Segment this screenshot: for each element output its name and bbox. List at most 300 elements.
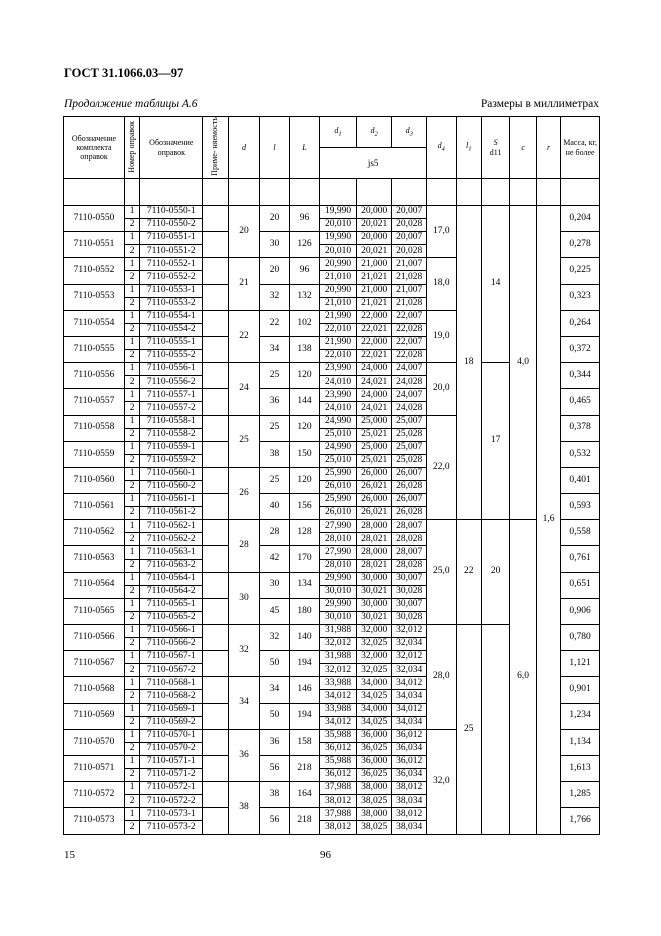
d3-cell: 26,028 — [392, 480, 427, 493]
part-designation-cell: 7110-0555-2 — [140, 350, 203, 363]
set-designation-cell: 7110-0562 — [64, 520, 125, 546]
d2-cell: 25,000 — [356, 441, 392, 454]
L-cell: 146 — [289, 677, 320, 703]
set-designation-cell: 7110-0569 — [64, 703, 125, 729]
header-c: c — [510, 117, 536, 179]
header-l: l — [260, 117, 289, 179]
part-designation-cell: 7110-0571-1 — [140, 755, 203, 768]
d-cell: 21 — [228, 258, 260, 310]
part-designation-cell: 7110-0551-1 — [140, 232, 203, 245]
d4-cell: 19,0 — [427, 310, 456, 362]
header-s: S d11 — [481, 117, 509, 179]
d-cell: 25 — [228, 415, 260, 467]
L-cell: 138 — [289, 336, 320, 362]
applicability-cell — [203, 729, 228, 755]
L-cell: 218 — [289, 755, 320, 781]
set-designation-cell: 7110-0570 — [64, 729, 125, 755]
applicability-cell — [203, 755, 228, 781]
d3-cell: 28,028 — [392, 559, 427, 572]
d3-cell: 20,007 — [392, 232, 427, 245]
L-cell: 144 — [289, 389, 320, 415]
page-number: 96 — [320, 849, 331, 861]
L-cell: 150 — [289, 441, 320, 467]
d2-cell: 22,021 — [356, 350, 392, 363]
s-cell — [481, 625, 509, 835]
d1-cell: 38,012 — [320, 821, 357, 834]
d4-cell: 22,0 — [427, 415, 456, 520]
mass-cell: 0,204 — [561, 206, 600, 232]
d2-cell: 34,025 — [356, 690, 392, 703]
d1-cell: 33,988 — [320, 677, 357, 690]
l-cell: 56 — [260, 755, 289, 781]
applicability-cell — [203, 441, 228, 467]
mass-cell: 0,593 — [561, 494, 600, 520]
d3-cell: 25,028 — [392, 454, 427, 467]
d3-cell: 24,007 — [392, 389, 427, 402]
l-cell: 36 — [260, 389, 289, 415]
d3-cell: 25,007 — [392, 415, 427, 428]
d3-cell: 28,007 — [392, 520, 427, 533]
l-cell: 20 — [260, 206, 289, 232]
d2-cell: 36,025 — [356, 742, 392, 755]
mass-cell: 0,901 — [561, 677, 600, 703]
d2-cell: 34,000 — [356, 677, 392, 690]
l-cell: 34 — [260, 677, 289, 703]
d1-cell: 24,010 — [320, 402, 357, 415]
number-cell: 1 — [125, 703, 140, 716]
d1-cell: 23,990 — [320, 363, 357, 376]
d2-cell: 26,000 — [356, 494, 392, 507]
number-cell: 2 — [125, 585, 140, 598]
d2-cell: 24,021 — [356, 402, 392, 415]
number-cell: 1 — [125, 572, 140, 585]
d1-cell: 37,988 — [320, 808, 357, 821]
d2-cell: 38,025 — [356, 795, 392, 808]
l1-cell: 18 — [456, 206, 481, 520]
part-designation-cell: 7110-0550-1 — [140, 206, 203, 219]
d2-cell: 36,025 — [356, 769, 392, 782]
mass-cell: 1,766 — [561, 808, 600, 834]
set-designation-cell: 7110-0561 — [64, 494, 125, 520]
number-cell: 1 — [125, 729, 140, 742]
d3-cell: 20,028 — [392, 219, 427, 232]
number-cell: 1 — [125, 546, 140, 559]
d2-cell: 20,000 — [356, 232, 392, 245]
applicability-cell — [203, 258, 228, 284]
d3-cell: 24,028 — [392, 402, 427, 415]
d1-cell: 25,010 — [320, 428, 357, 441]
d3-cell: 21,028 — [392, 271, 427, 284]
number-cell: 2 — [125, 480, 140, 493]
d2-cell: 22,000 — [356, 336, 392, 349]
d3-cell: 36,012 — [392, 729, 427, 742]
number-cell: 2 — [125, 664, 140, 677]
number-cell: 1 — [125, 651, 140, 664]
part-designation-cell: 7110-0559-2 — [140, 454, 203, 467]
applicability-cell — [203, 232, 228, 258]
l-cell: 32 — [260, 625, 289, 651]
mass-cell: 1,234 — [561, 703, 600, 729]
part-designation-cell: 7110-0553-2 — [140, 297, 203, 310]
L-cell: 194 — [289, 703, 320, 729]
d3-cell: 28,028 — [392, 533, 427, 546]
number-cell: 1 — [125, 336, 140, 349]
d3-cell: 26,007 — [392, 494, 427, 507]
applicability-cell — [203, 467, 228, 493]
table-row — [64, 520, 600, 533]
l-cell: 25 — [260, 415, 289, 441]
s-cell: 17 — [481, 363, 509, 520]
part-designation-cell: 7110-0569-1 — [140, 703, 203, 716]
part-designation-cell: 7110-0566-2 — [140, 638, 203, 651]
l-cell: 40 — [260, 494, 289, 520]
d1-cell: 29,990 — [320, 598, 357, 611]
table-continuation-caption: Продолжение таблицы А.6 — [64, 98, 198, 110]
d1-cell: 20,990 — [320, 284, 357, 297]
header-d2: $d_2$ — [356, 117, 392, 148]
d2-cell: 30,021 — [356, 585, 392, 598]
set-designation-cell: 7110-0564 — [64, 572, 125, 598]
number-cell: 2 — [125, 611, 140, 624]
d1-cell: 21,010 — [320, 297, 357, 310]
d3-cell: 32,012 — [392, 651, 427, 664]
d3-cell: 36,012 — [392, 755, 427, 768]
part-designation-cell: 7110-0558-2 — [140, 428, 203, 441]
d3-cell: 32,034 — [392, 664, 427, 677]
set-designation-cell: 7110-0557 — [64, 389, 125, 415]
d-cell: 24 — [228, 363, 260, 415]
set-designation-cell: 7110-0572 — [64, 782, 125, 808]
number-cell: 2 — [125, 769, 140, 782]
d-cell: 20 — [228, 206, 260, 258]
d3-cell: 30,028 — [392, 611, 427, 624]
d1-cell: 22,010 — [320, 323, 357, 336]
l-cell: 50 — [260, 651, 289, 677]
part-designation-cell: 7110-0550-2 — [140, 219, 203, 232]
number-cell: 2 — [125, 402, 140, 415]
mass-cell: 0,278 — [561, 232, 600, 258]
d1-cell: 21,010 — [320, 271, 357, 284]
part-designation-cell: 7110-0563-2 — [140, 559, 203, 572]
mass-cell: 1,613 — [561, 755, 600, 781]
d2-cell: 34,000 — [356, 703, 392, 716]
part-designation-cell: 7110-0558-1 — [140, 415, 203, 428]
d3-cell: 20,007 — [392, 206, 427, 219]
d1-cell: 28,010 — [320, 559, 357, 572]
d3-cell: 38,034 — [392, 821, 427, 834]
d2-cell: 30,000 — [356, 598, 392, 611]
applicability-cell — [203, 703, 228, 729]
d2-cell: 20,000 — [356, 206, 392, 219]
part-designation-cell: 7110-0571-2 — [140, 769, 203, 782]
d1-cell: 38,012 — [320, 795, 357, 808]
set-designation-cell: 7110-0563 — [64, 546, 125, 572]
d1-cell: 36,012 — [320, 769, 357, 782]
d3-cell: 38,034 — [392, 795, 427, 808]
l-cell: 25 — [260, 467, 289, 493]
number-cell: 2 — [125, 507, 140, 520]
d2-cell: 26,000 — [356, 467, 392, 480]
number-cell: 1 — [125, 677, 140, 690]
header-l1: $l_1$ — [456, 117, 481, 179]
number-cell: 2 — [125, 376, 140, 389]
d3-cell: 24,007 — [392, 363, 427, 376]
d1-cell: 19,990 — [320, 206, 357, 219]
number-cell: 1 — [125, 520, 140, 533]
l-cell: 56 — [260, 808, 289, 834]
L-cell: 164 — [289, 782, 320, 808]
mass-cell: 0,344 — [561, 363, 600, 389]
set-designation-cell: 7110-0552 — [64, 258, 125, 284]
l-cell: 50 — [260, 703, 289, 729]
l1-cell: 22 — [456, 520, 481, 625]
d1-cell: 24,010 — [320, 376, 357, 389]
d1-cell: 35,988 — [320, 729, 357, 742]
d1-cell: 30,010 — [320, 611, 357, 624]
number-cell: 2 — [125, 323, 140, 336]
header-d4: $d_4$ — [427, 117, 456, 179]
d1-cell: 28,010 — [320, 533, 357, 546]
number-cell: 2 — [125, 297, 140, 310]
d3-cell: 32,012 — [392, 625, 427, 638]
mass-cell: 1,285 — [561, 782, 600, 808]
units-caption: Размеры в миллиметрах — [480, 98, 599, 110]
d3-cell: 22,028 — [392, 323, 427, 336]
d2-cell: 38,025 — [356, 821, 392, 834]
r-cell: 1,6 — [536, 206, 560, 835]
d1-cell: 27,990 — [320, 546, 357, 559]
d2-cell: 24,000 — [356, 363, 392, 376]
d1-cell: 36,012 — [320, 742, 357, 755]
applicability-cell — [203, 363, 228, 389]
d2-cell: 20,021 — [356, 219, 392, 232]
d1-cell: 25,990 — [320, 467, 357, 480]
l-cell: 22 — [260, 310, 289, 336]
applicability-cell — [203, 206, 228, 232]
d3-cell: 34,012 — [392, 703, 427, 716]
set-designation-cell: 7110-0554 — [64, 310, 125, 336]
d4-cell: 20,0 — [427, 363, 456, 415]
d2-cell: 30,000 — [356, 572, 392, 585]
L-cell: 128 — [289, 520, 320, 546]
d2-cell: 36,000 — [356, 729, 392, 742]
set-designation-cell: 7110-0553 — [64, 284, 125, 310]
L-cell: 218 — [289, 808, 320, 834]
d1-cell: 32,012 — [320, 664, 357, 677]
L-cell: 120 — [289, 363, 320, 389]
applicability-cell — [203, 598, 228, 624]
d-cell: 26 — [228, 467, 260, 519]
d1-cell: 25,990 — [320, 494, 357, 507]
d2-cell: 25,000 — [356, 415, 392, 428]
number-cell: 1 — [125, 258, 140, 271]
L-cell: 134 — [289, 572, 320, 598]
header-d: d — [228, 117, 260, 179]
d2-cell: 22,000 — [356, 310, 392, 323]
d4-cell: 18,0 — [427, 258, 456, 310]
number-cell: 1 — [125, 363, 140, 376]
l-cell: 42 — [260, 546, 289, 572]
number-cell: 2 — [125, 350, 140, 363]
part-designation-cell: 7110-0567-2 — [140, 664, 203, 677]
number-cell: 1 — [125, 494, 140, 507]
d2-cell: 30,021 — [356, 611, 392, 624]
set-designation-cell: 7110-0550 — [64, 206, 125, 232]
part-designation-cell: 7110-0557-2 — [140, 402, 203, 415]
mass-cell: 0,401 — [561, 467, 600, 493]
d-cell: 32 — [228, 625, 260, 677]
d-cell: 30 — [228, 572, 260, 624]
d3-cell: 30,007 — [392, 572, 427, 585]
part-designation-cell: 7110-0555-1 — [140, 336, 203, 349]
mass-cell: 0,532 — [561, 441, 600, 467]
mass-cell: 1,134 — [561, 729, 600, 755]
d3-cell: 34,012 — [392, 677, 427, 690]
set-designation-cell: 7110-0573 — [64, 808, 125, 834]
dimensions-table — [63, 116, 600, 835]
part-designation-cell: 7110-0553-1 — [140, 284, 203, 297]
L-cell: 96 — [289, 258, 320, 284]
mass-cell: 1,121 — [561, 651, 600, 677]
L-cell: 194 — [289, 651, 320, 677]
part-designation-cell: 7110-0573-1 — [140, 808, 203, 821]
part-designation-cell: 7110-0565-2 — [140, 611, 203, 624]
applicability-cell — [203, 625, 228, 651]
d2-cell: 38,000 — [356, 782, 392, 795]
applicability-cell — [203, 520, 228, 546]
d2-cell: 28,000 — [356, 546, 392, 559]
part-designation-cell: 7110-0560-1 — [140, 467, 203, 480]
set-designation-cell: 7110-0568 — [64, 677, 125, 703]
number-cell: 2 — [125, 533, 140, 546]
part-designation-cell: 7110-0564-2 — [140, 585, 203, 598]
L-cell: 158 — [289, 729, 320, 755]
part-designation-cell: 7110-0572-2 — [140, 795, 203, 808]
set-designation-cell: 7110-0558 — [64, 415, 125, 441]
d1-cell: 20,010 — [320, 219, 357, 232]
l-cell: 30 — [260, 232, 289, 258]
d2-cell: 21,000 — [356, 258, 392, 271]
number-cell: 2 — [125, 638, 140, 651]
d1-cell: 34,012 — [320, 690, 357, 703]
number-cell: 2 — [125, 795, 140, 808]
number-cell: 1 — [125, 415, 140, 428]
applicability-cell — [203, 651, 228, 677]
part-designation-cell: 7110-0562-2 — [140, 533, 203, 546]
l-cell: 30 — [260, 572, 289, 598]
d-cell: 36 — [228, 729, 260, 781]
mass-cell: 0,465 — [561, 389, 600, 415]
header-r: r — [536, 117, 560, 179]
d1-cell: 22,010 — [320, 350, 357, 363]
d2-cell: 32,025 — [356, 638, 392, 651]
d1-cell: 26,010 — [320, 480, 357, 493]
number-cell: 2 — [125, 742, 140, 755]
L-cell: 120 — [289, 467, 320, 493]
mass-cell: 0,558 — [561, 520, 600, 546]
set-designation-cell: 7110-0560 — [64, 467, 125, 493]
d1-cell: 20,010 — [320, 245, 357, 258]
d2-cell: 21,021 — [356, 271, 392, 284]
L-cell: 96 — [289, 206, 320, 232]
applicability-cell — [203, 782, 228, 808]
d2-cell: 28,021 — [356, 559, 392, 572]
number-cell: 1 — [125, 808, 140, 821]
applicability-cell — [203, 336, 228, 362]
d3-cell: 22,028 — [392, 350, 427, 363]
d-cell: 34 — [228, 677, 260, 729]
part-designation-cell: 7110-0568-1 — [140, 677, 203, 690]
applicability-cell — [203, 546, 228, 572]
d3-cell: 21,007 — [392, 258, 427, 271]
c-cell: 4,0 — [510, 206, 536, 520]
L-cell: 140 — [289, 625, 320, 651]
d3-cell: 26,007 — [392, 467, 427, 480]
d3-cell: 26,028 — [392, 507, 427, 520]
part-designation-cell: 7110-0564-1 — [140, 572, 203, 585]
mass-cell: 0,761 — [561, 546, 600, 572]
l-cell: 28 — [260, 520, 289, 546]
mass-cell: 0,651 — [561, 572, 600, 598]
header-js5: js5 — [320, 148, 427, 179]
number-cell: 2 — [125, 271, 140, 284]
d2-cell: 24,021 — [356, 376, 392, 389]
d2-cell: 22,021 — [356, 323, 392, 336]
d2-cell: 21,000 — [356, 284, 392, 297]
l-cell: 45 — [260, 598, 289, 624]
d4-cell: 28,0 — [427, 625, 456, 730]
part-designation-cell: 7110-0557-1 — [140, 389, 203, 402]
number-cell: 2 — [125, 821, 140, 834]
d3-cell: 30,028 — [392, 585, 427, 598]
part-designation-cell: 7110-0573-2 — [140, 821, 203, 834]
d3-cell: 38,012 — [392, 782, 427, 795]
d2-cell: 21,021 — [356, 297, 392, 310]
applicability-cell — [203, 284, 228, 310]
applicability-cell — [203, 808, 228, 834]
part-designation-cell: 7110-0569-2 — [140, 716, 203, 729]
part-designation-cell: 7110-0554-2 — [140, 323, 203, 336]
part-designation-cell: 7110-0559-1 — [140, 441, 203, 454]
part-designation-cell: 7110-0570-2 — [140, 742, 203, 755]
number-cell: 2 — [125, 245, 140, 258]
mass-cell: 0,323 — [561, 284, 600, 310]
d1-cell: 26,010 — [320, 507, 357, 520]
mass-cell: 0,906 — [561, 598, 600, 624]
part-designation-cell: 7110-0563-1 — [140, 546, 203, 559]
set-designation-cell: 7110-0566 — [64, 625, 125, 651]
part-designation-cell: 7110-0567-1 — [140, 651, 203, 664]
set-designation-cell: 7110-0556 — [64, 363, 125, 389]
number-cell: 1 — [125, 782, 140, 795]
d3-cell: 32,034 — [392, 638, 427, 651]
set-designation-cell: 7110-0571 — [64, 755, 125, 781]
part-designation-cell: 7110-0556-1 — [140, 363, 203, 376]
d2-cell: 38,000 — [356, 808, 392, 821]
number-cell: 1 — [125, 284, 140, 297]
L-cell: 102 — [289, 310, 320, 336]
L-cell: 156 — [289, 494, 320, 520]
d1-cell: 33,988 — [320, 703, 357, 716]
d2-cell: 32,000 — [356, 651, 392, 664]
d-cell: 22 — [228, 310, 260, 362]
L-cell: 180 — [289, 598, 320, 624]
number-cell: 1 — [125, 441, 140, 454]
d1-cell: 29,990 — [320, 572, 357, 585]
number-cell: 2 — [125, 454, 140, 467]
part-designation-cell: 7110-0552-1 — [140, 258, 203, 271]
mass-cell: 0,378 — [561, 415, 600, 441]
